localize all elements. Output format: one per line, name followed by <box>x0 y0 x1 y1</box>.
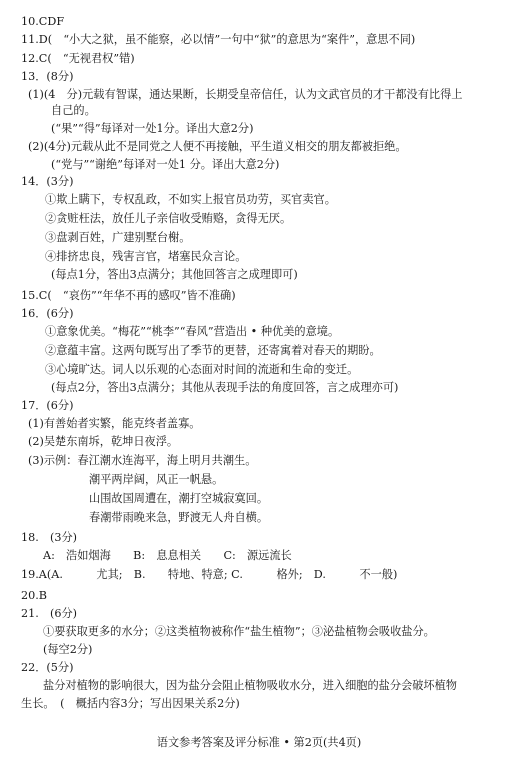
line-q17-3: (3)示例：春江潮水连海平，海上明月共潮生。 <box>28 454 257 467</box>
line-q14-1: ①欺上瞒下，专权乱政，不如实上报官员功劳，买官卖官。 <box>45 193 336 206</box>
line-q17-3-d: 春潮带雨晚来急，野渡无人舟自横。 <box>89 511 269 524</box>
line-q10: 10.CDF <box>21 15 65 28</box>
line-q21-heading: 21. (6分) <box>21 607 78 620</box>
line-q22-answer-cont: 生长。 ( 概括内容3分；写出因果关系2分) <box>21 697 240 710</box>
page-footer: 语文参考答案及评分标准 • 第2页(共4页) <box>156 736 362 749</box>
line-q13-2: (2)(4分)元载从此不是同党之人便不再接触，平生道义相交的朋友都被拒绝。 <box>28 140 407 153</box>
line-q13-2-scoring: (“党与”“谢绝”每译对一处1 分。译出大意2分) <box>51 158 280 171</box>
line-q16-scoring: (每点2分，答出3点满分；其他从表现手法的角度回答，言之成理亦可) <box>51 381 399 394</box>
line-q11: 11.D( “小大之狱，虽不能察，必以情”一句中“狱”的意思为“案件”，意思不同) <box>21 33 416 46</box>
line-q17-3-c: 山围故国周遭在，潮打空城寂寞回。 <box>89 492 269 505</box>
line-q13-1: (1)(4 分)元载有智谋，通达果断，长期受皇帝信任，认为文武官员的才干都没有比得上 <box>28 88 463 101</box>
line-q18-answer: A: 浩如烟海 B: 息息相关 C: 源远流长 <box>43 549 292 562</box>
line-q19: 19.A(A. 尤其; B. 特地、特意; C. 格外; D. 不一般) <box>21 568 398 581</box>
line-q16-1: ①意象优美。“梅花”“桃李”“春风”营造出 • 种优美的意境。 <box>45 325 340 338</box>
line-q16-2: ②意蕴丰富。这两句既写出了季节的更替，还寄寓着对春天的期盼。 <box>45 344 381 357</box>
line-q17-1: (1)有善始者实繁，能克终者盖寡。 <box>28 417 201 430</box>
line-q16-3: ③心境旷达。词人以乐观的心态面对时间的流逝和生命的变迁。 <box>45 363 359 376</box>
line-q13-1-cont: 自己的。 <box>51 104 96 117</box>
line-q14-scoring: (每点1分，答出3点满分；其他回答言之成理即可) <box>51 268 298 281</box>
line-q20: 20.B <box>21 589 48 602</box>
line-q14-heading: 14．(3分) <box>21 175 74 188</box>
line-q12: 12.C( “无视君权”错) <box>21 52 135 65</box>
line-q13-1-scoring: (“果”“得”每译对一处1分。译出大意2分) <box>51 122 254 135</box>
line-q22-answer: 盐分对植物的影响很大，因为盐分会阻止植物吸收水分，进入细胞的盐分会破坏植物 <box>43 679 457 692</box>
line-q21-answer: ①要获取更多的水分；②这类植物被称作“盐生植物”；③泌盐植物会吸收盐分。 <box>43 625 435 638</box>
line-q17-heading: 17．(6分) <box>21 399 74 412</box>
line-q17-2: (2)吴楚东南坼，乾坤日夜浮。 <box>28 435 179 448</box>
line-q21-scoring: (每空2分) <box>43 643 93 656</box>
line-q13-heading: 13．(8分) <box>21 70 74 83</box>
line-q14-3: ③盘剥百姓，广建别墅台榭。 <box>45 231 191 244</box>
line-q14-4: ④排挤忠良，残害言官，堵塞民众言论。 <box>45 250 247 263</box>
line-q17-3-b: 潮平两岸阔，风正一帆悬。 <box>89 473 224 486</box>
line-q15: 15.C( “哀伤”“年华不再的感叹”皆不准确) <box>21 289 236 302</box>
line-q18-heading: 18. (3分) <box>21 531 78 544</box>
line-q16-heading: 16．(6分) <box>21 307 74 320</box>
line-q22-heading: 22．(5分) <box>21 661 74 674</box>
line-q14-2: ②贪赃枉法，放任儿子亲信收受贿赂，贪得无厌。 <box>45 212 292 225</box>
